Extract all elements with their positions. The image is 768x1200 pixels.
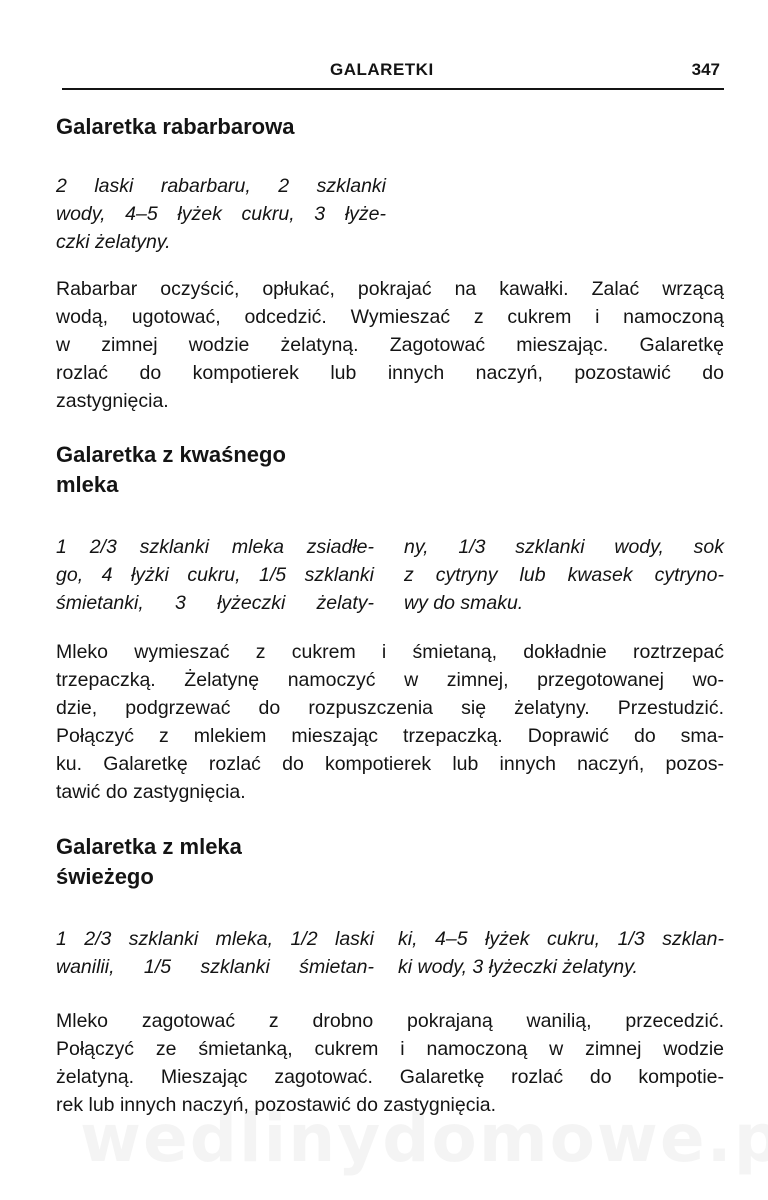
recipe-title: Galaretka z kwaśnego mleka [56,442,286,497]
recipe-title: Galaretka rabarbarowa [56,114,295,139]
recipe-ingredients-right: ki, 4–5 łyżek cukru, 1/3 szklan- ki wody, 3 łyżeczki żelatyny. [398,928,724,978]
watermark [80,1100,700,1177]
recipe-title: Galaretka z mleka świeżego [56,834,242,889]
recipe-ingredients-right: ny, 1/3 szklanki wody, sok z cytryny lub kwasek cytryno- wy do smaku. [404,536,724,614]
recipe-method: Rabarbar oczyścić, opłukać, pokrajać na kawałki. Zalać wrzącą wodą, ugotować, odcedzić. Wymieszać z cukrem i namoczoną w zimnej wodzie żelatyną. Zagotować mieszając. Galaretkę rozlać do kompotierek lub innych naczyń, pozostawić do zastygnięcia. [56,278,724,412]
page-number: 347 [691,60,720,79]
recipe-ingredients: 2 laski rabarbaru, 2 szklanki wody, 4–5 łyżek cukru, 3 łyże- czki żelatyny. [56,175,386,253]
chapter-title: GALARETKI [330,60,434,79]
recipe-method: Mleko zagotować z drobno pokrajaną wanilią, przecedzić. Połączyć ze śmietanką, cukrem i namoczoną w zimnej wodzie żelatyną. Mieszając zagotować. Galaretkę rozlać do kompotie- rek lub innych naczyń, pozostawić do zastygnięcia. [56,1010,724,1116]
recipe-ingredients-left: 1 2/3 szklanki mleka, 1/2 laski wanilii, 1/5 szklanki śmietan- [56,928,374,978]
running-header [62,58,724,90]
recipe-method: Mleko wymieszać z cukrem i śmietaną, dokładnie roztrzepać trzepaczką. Żelatynę namoczyć w zimnej, przegotowanej wo- dzie, podgrzewać do rozpuszczenia się żelatyny. Przestudzić. Połączyć z mlekiem mieszając trzepaczką. Doprawić do sma- ku. Galaretkę rozlać do kompotierek lub innych naczyń, pozos- tawić do zastygnięcia. [56,641,724,803]
recipe-ingredients-left: 1 2/3 szklanki mleka zsiadłe- go, 4 łyżki cukru, 1/5 szklanki śmietanki, 3 łyżeczki żelaty- [56,536,374,614]
